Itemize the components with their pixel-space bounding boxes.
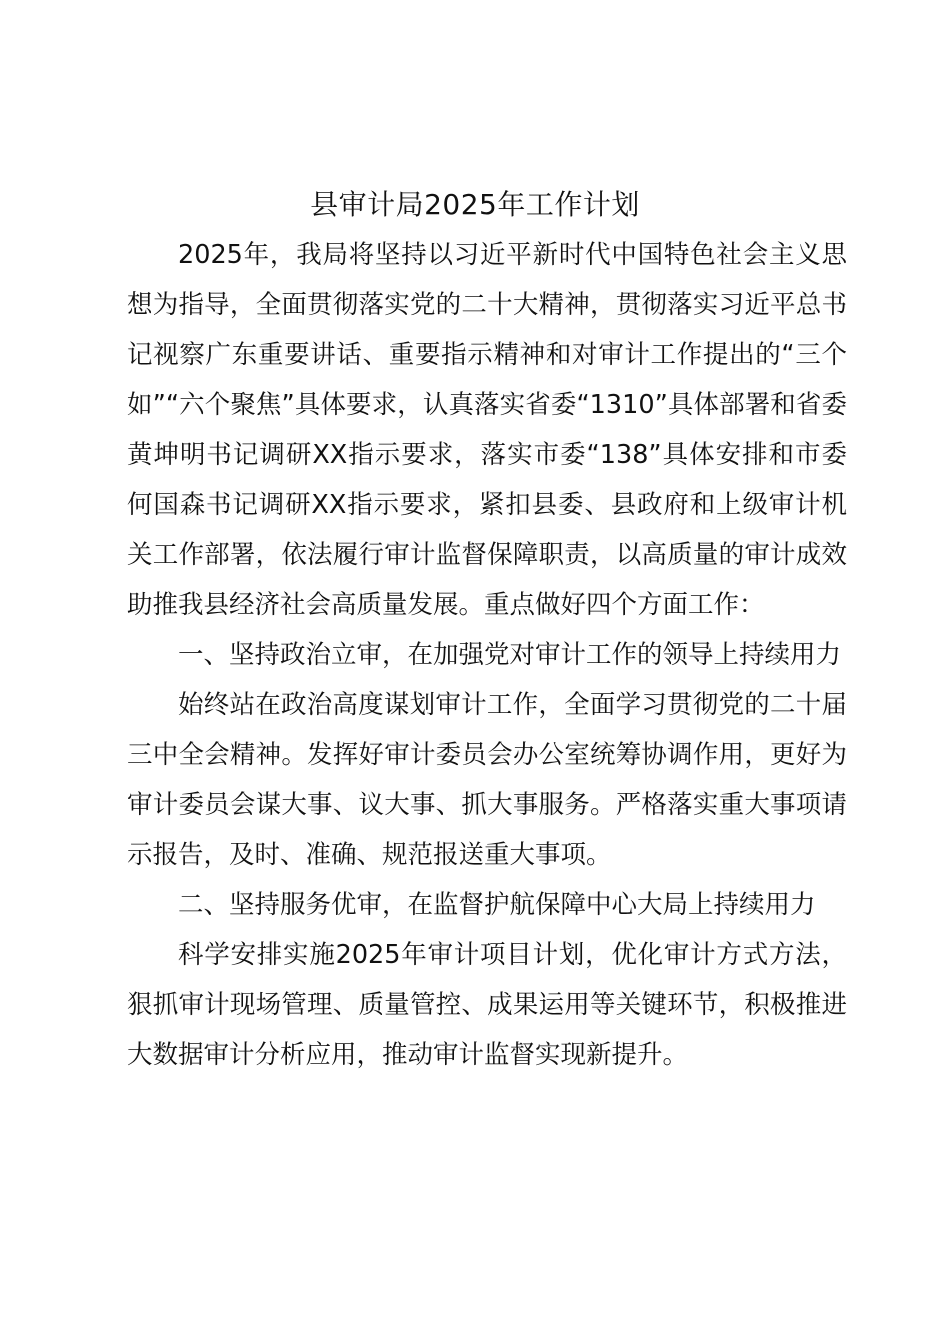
document-body — [127, 230, 847, 1080]
section-paragraph-1: 始终站在政治高度谋划审计工作，全面学习贯彻党的二十届三中全会精神。发挥好审计委员会办公室统筹协调作用，更好为审计委员会谋大事、议大事、抓大事服务。严格落实重大事项请示报告，及时、准确、规范报送重大事项。 — [127, 690, 847, 870]
section-heading-2: 二、坚持服务优审，在监督护航保障中心大局上持续用力 — [178, 890, 816, 920]
section-heading-1: 一、坚持政治立审，在加强党对审计工作的领导上持续用力 — [178, 640, 842, 670]
document-title: 县审计局2025年工作计划 — [310, 188, 640, 221]
intro-paragraph: 2025年，我局将坚持以习近平新时代中国特色社会主义思想为指导，全面贯彻落实党的二十大精神，贯彻落实习近平总书记视察广东重要讲话、重要指示精神和对审计工作提出的“三个如”“六个聚焦”具体要求，认真落实省委“1310”具体部署和省委黄坤明书记调研XX指示要求，落实市委“138”具体安排和市委何国森书记调研XX指示要求，紧扣县委、县政府和上级审计机关工作部署，依法履行审计监督保障职责，以高质量的审计成效助推我县经济社会高质量发展。重点做好四个方面工作： — [127, 240, 847, 620]
section-paragraph-2: 科学安排实施2025年审计项目计划，优化审计方式方法，狠抓审计现场管理、质量管控、成果运用等关键环节，积极推进大数据审计分析应用，推动审计监督实现新提升。 — [127, 940, 847, 1070]
